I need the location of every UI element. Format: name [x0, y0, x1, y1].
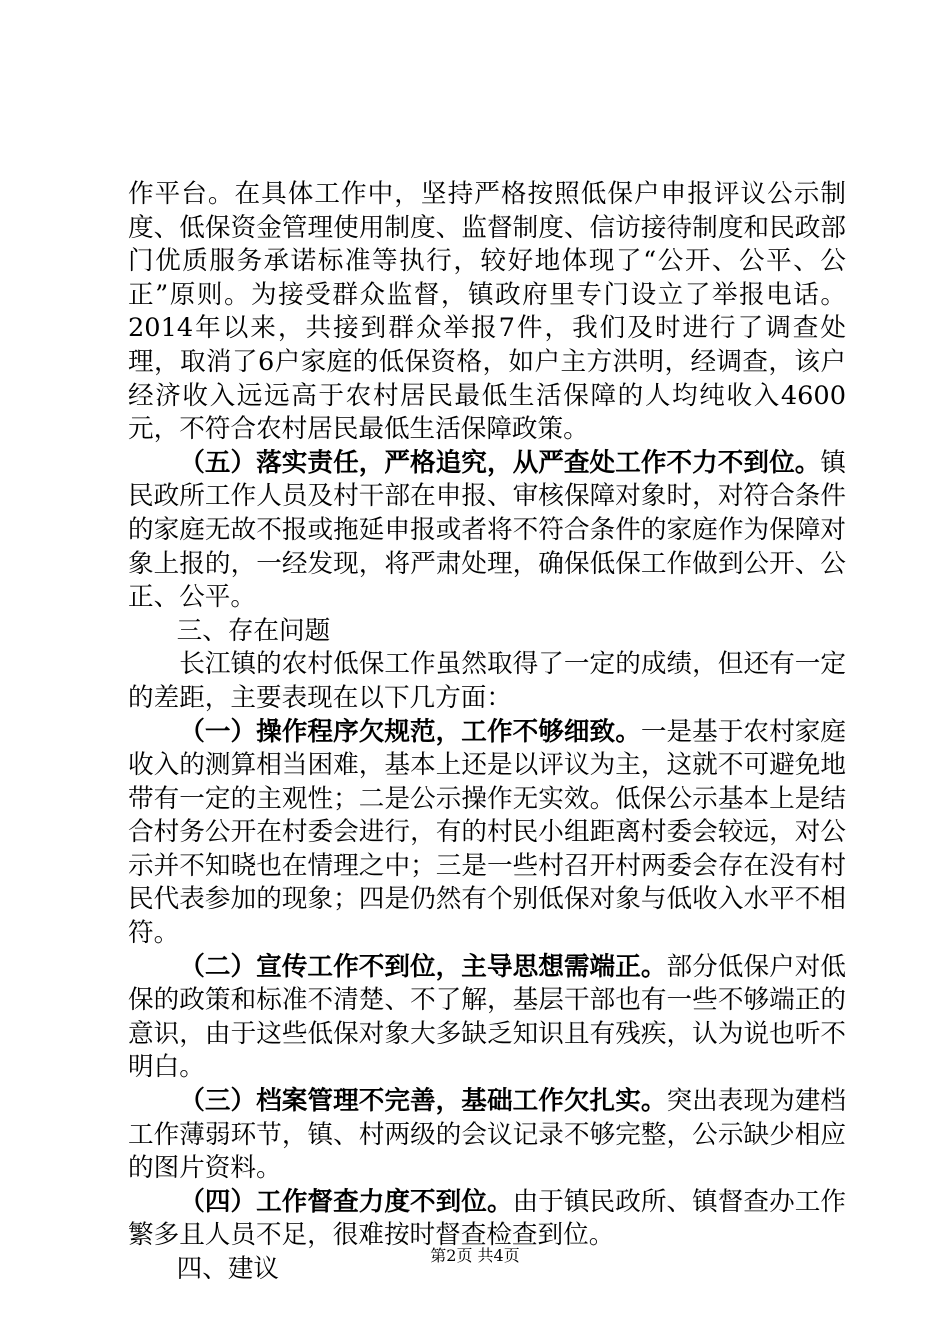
- paragraph-problem-three: [128, 1085, 846, 1186]
- section-heading-two: （二）宣传工作不到位，主导思想需端正。: [179, 951, 667, 982]
- paragraph-text: 一是基于农村家庭收入的测算相当困难，基本上还是以评议为主，这就不可避免地带有一定的主观性；二是公示操作无实效。低保公示基本上是结合村务公开在村委会进行，有的村民小组距离村委会较远，对公示并不知晓也在情理之中；三是一些村召开村两委会存在没有村民代表参加的现象；四是仍然有个别低保对象与低收入水平不相符。: [128, 716, 846, 949]
- paragraph-problem-one: [128, 716, 846, 951]
- paragraph-intro: 长江镇的农村低保工作虽然取得了一定的成绩，但还有一定的差距，主要表现在以下几方面：: [128, 649, 846, 713]
- section-heading-five: （五）落实责任，严格追究，从严查处工作不力不到位。: [179, 447, 821, 478]
- paragraph-text: 镇民政所工作人员及村干部在申报、审核保障对象时，对符合条件的家庭无故不报或拖延申报或者将不符合条件的家庭作为保障对象上报的，一经发现，将严肃处理，确保低保工作做到公开、公正、公平。: [128, 447, 846, 613]
- paragraph-responsibility: [128, 447, 846, 615]
- section-heading-three: （三）档案管理不完善，基础工作欠扎实。: [179, 1086, 667, 1117]
- heading-suggestions: 四、建议: [176, 1254, 280, 1284]
- heading-problems: 三、存在问题: [176, 615, 331, 646]
- paragraph-text: 由于镇民政所、镇督查办工作繁多且人员不足，很难按时督查检查到位。: [128, 1186, 846, 1251]
- section-heading-one: （一）操作程序欠规范，工作不够细致。: [179, 716, 641, 747]
- paragraph-problem-two: [128, 951, 846, 1085]
- paragraph-text: 突出表现为建档工作薄弱环节，镇、村两级的会议记录不够完整，公示缺少相应的图片资料。: [128, 1086, 846, 1184]
- document-body: [128, 178, 846, 1287]
- paragraph-text: 部分低保户对低保的政策和标准不清楚、不了解，基层干部也有一些不够端正的意识，由于这些低保对象大多缺乏知识且有残疾，认为说也听不明白。: [128, 951, 846, 1083]
- paragraph-platform: 作平台。在具体工作中，坚持严格按照低保户申报评议公示制度、低保资金管理使用制度、监督制度、信访接待制度和民政部门优质服务承诺标准等执行，较好地体现了“公开、公平、公正”原则。为接受群众监督，镇政府里专门设立了举报电话。2014年以来，共接到群众举报7件，我们及时进行了调查处理，取消了6户家庭的低保资格，如户主方洪明，经调查，该户经济收入远远高于农村居民最低生活保障的人均纯收入4600元，不符合农村居民最低生活保障政策。: [128, 179, 846, 445]
- section-heading-four: （四）工作督查力度不到位。: [179, 1186, 513, 1217]
- page-number-footer: 第2页 共4页: [430, 1246, 520, 1265]
